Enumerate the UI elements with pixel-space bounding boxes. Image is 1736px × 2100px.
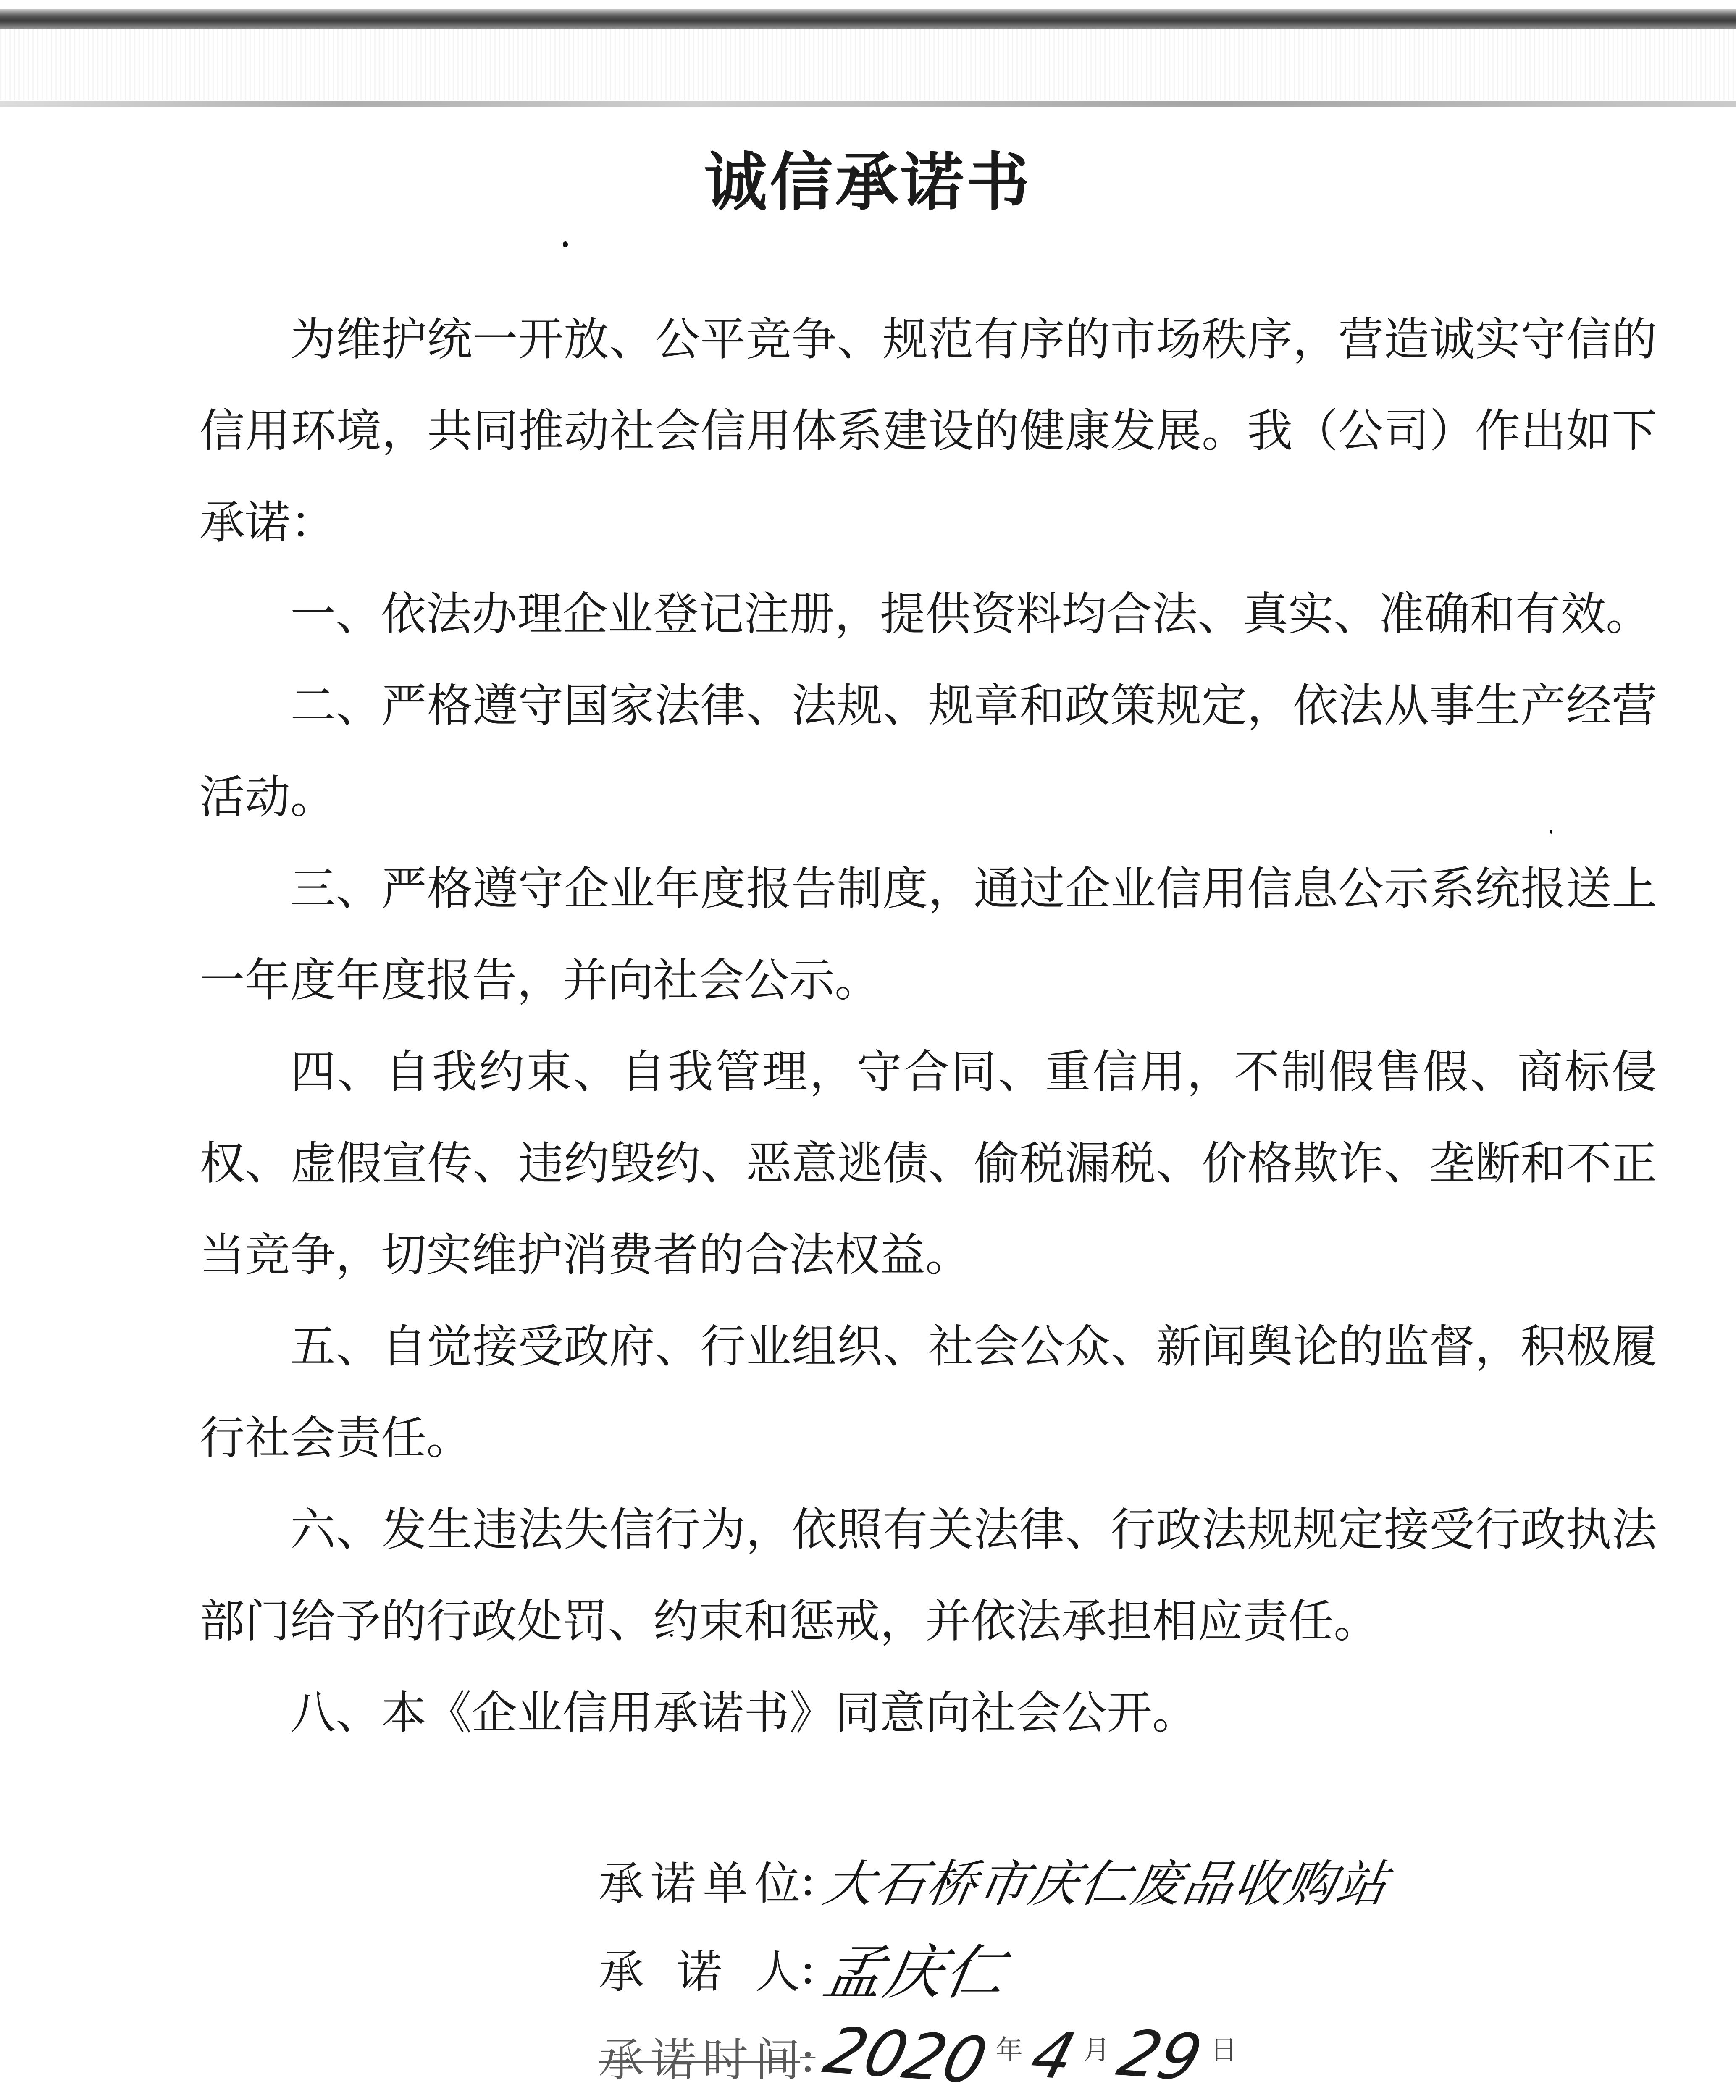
date-month-unit: 月 <box>1083 2035 1110 2066</box>
date-day: 29 <box>1110 2016 1210 2095</box>
unit-handwritten: 大石桥市庆仁废品收购站 <box>819 1855 1394 1913</box>
signature-unit-row <box>599 1835 1649 1924</box>
promise-item-6: 六、发生违法失信行为，依照有关法律、行政法规规定接受行政执法部门给予的行政处罚、约束和惩戒，并依法承担相应责任。 <box>200 1504 1657 1648</box>
promise-item-1: 一、依法办理企业登记注册，提供资料均合法、真实、准确和有效。 <box>290 588 1652 640</box>
handwritten-date <box>816 2013 1237 2098</box>
intro-paragraph: 为维护统一开放、公平竞争、规范有序的市场秩序，营造诚实守信的信用环境，共同推动社会信用体系建设的健康发展。我（公司）作出如下承诺： <box>200 313 1657 549</box>
document-body <box>200 294 1657 1759</box>
signature-block <box>599 1835 1649 2100</box>
date-day-unit: 日 <box>1210 2035 1237 2066</box>
date-year-unit: 年 <box>995 2035 1023 2066</box>
document-title: 诚信承诺书 <box>704 146 1032 219</box>
date-label: 承诺时间 <box>599 2034 800 2087</box>
date-month: 4 <box>1023 2018 1083 2094</box>
scan-dot <box>563 242 568 247</box>
signature-date-row <box>599 2012 1649 2100</box>
promise-item-2: 二、严格遵守国家法律、法规、规章和政策规定，依法从事生产经营活动。 <box>200 680 1657 824</box>
unit-label: 承诺单位 <box>599 1857 800 1910</box>
signature-person-row <box>599 1924 1649 2012</box>
scan-artifact-line <box>0 101 1736 107</box>
date-year: 2020 <box>816 2013 995 2098</box>
person-signature: 孟庆仁 <box>818 1938 1012 2007</box>
promise-item-3: 三、严格遵守企业年度报告制度，通过企业信用信息公示系统报送上一年度年度报告，并向社会公示。 <box>200 863 1657 1007</box>
colon: : <box>800 1853 816 1906</box>
promise-item-8: 八、本《企业信用承诺书》同意向社会公开。 <box>290 1687 1198 1739</box>
promise-item-4: 四、自我约束、自我管理，守合同、重信用，不制假售假、商标侵权、虚假宣传、违约毁约、恶意逃债、偷税漏税、价格欺诈、垄断和不正当竞争，切实维护消费者的合法权益。 <box>200 1046 1657 1281</box>
scan-noise <box>0 29 1736 100</box>
colon: : <box>800 1941 816 1994</box>
colon: : <box>800 2029 816 2082</box>
person-label: 承诺人 <box>599 1945 800 1998</box>
scan-artifact-top <box>0 9 1736 29</box>
promise-item-5: 五、自觉接受政府、行业组织、社会公众、新闻舆论的监督，积极履行社会责任。 <box>200 1320 1657 1465</box>
